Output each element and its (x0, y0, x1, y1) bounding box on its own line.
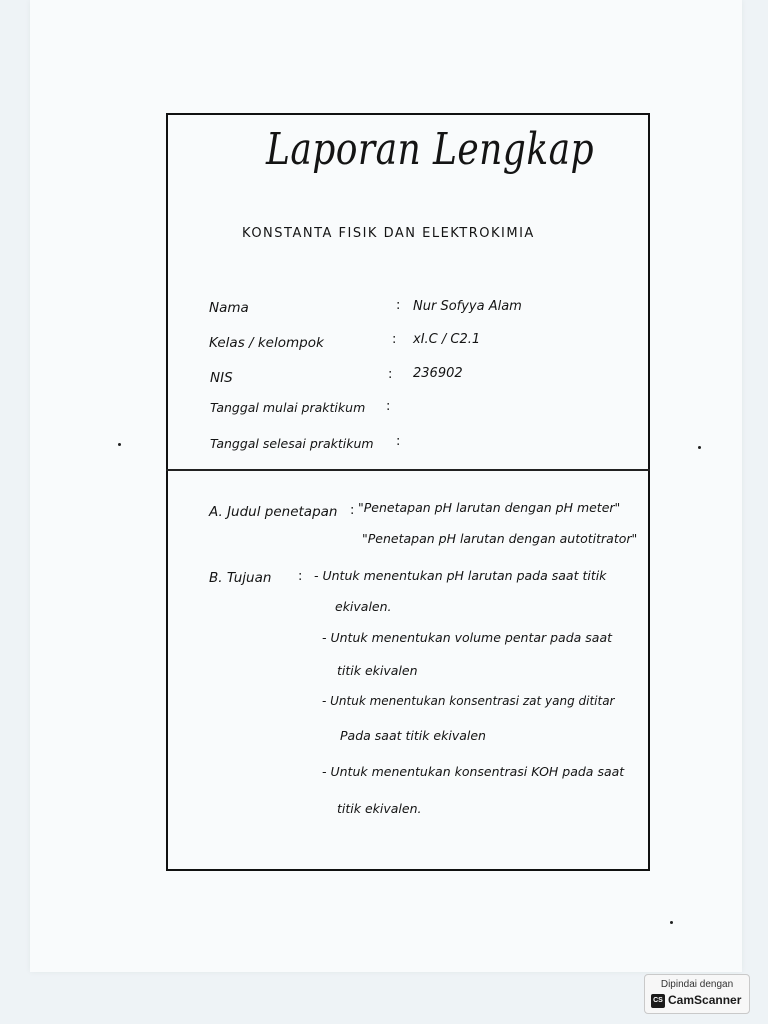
judul-line-1: "Penetapan pH larutan dengan pH meter" (358, 500, 621, 515)
judul-line-2: "Penetapan pH larutan dengan autotitrator" (362, 531, 638, 546)
report-subtitle: KONSTANTA FISIK DAN ELEKTROKIMIA (242, 226, 535, 241)
judul-label: A. Judul penetapan (209, 504, 338, 520)
badge-app-name: CamScanner (668, 993, 742, 1007)
tujuan-item-4-line-1: - Untuk menentukan konsentrasi KOH pada saat (322, 764, 625, 779)
tujuan-colon: : (298, 569, 303, 584)
report-title: Laporan Lengkap (266, 124, 595, 175)
identity-colon-kelas: : (392, 332, 397, 347)
identity-colon-nama: : (396, 298, 401, 313)
tujuan-item-1-line-2: ekivalen. (335, 599, 392, 614)
identity-label-nis: NIS (210, 370, 233, 386)
camscanner-badge (644, 974, 750, 1014)
section-divider (166, 469, 650, 471)
judul-colon: : (350, 503, 355, 518)
tujuan-item-3-line-1: - Untuk menentukan konsentrasi zat yang dititar (322, 694, 615, 708)
scan-speck (670, 921, 673, 924)
identity-label-tanggal-mulai: Tanggal mulai praktikum (210, 400, 366, 415)
identity-colon-tanggal-selesai: : (396, 434, 401, 449)
scan-speck (698, 446, 701, 449)
tujuan-label: B. Tujuan (209, 570, 272, 586)
scan-speck (118, 443, 121, 446)
tujuan-item-2-line-2: titik ekivalen (337, 663, 418, 678)
identity-colon-nis: : (388, 367, 393, 382)
identity-value-kelas: xI.C / C2.1 (413, 332, 481, 347)
identity-label-kelas: Kelas / kelompok (209, 335, 324, 351)
identity-label-tanggal-selesai: Tanggal selesai praktikum (210, 436, 374, 451)
identity-colon-tanggal-mulai: : (386, 399, 391, 414)
tujuan-item-1-line-1: - Untuk menentukan pH larutan pada saat titik (314, 568, 607, 583)
tujuan-item-4-line-2: titik ekivalen. (337, 801, 422, 816)
identity-value-nama: Nur Sofyya Alam (413, 299, 522, 314)
tujuan-item-3-line-2: Pada saat titik ekivalen (340, 728, 486, 743)
camscanner-logo-icon: CS (651, 994, 665, 1008)
badge-caption: Dipindai dengan (660, 979, 734, 990)
identity-label-nama: Nama (209, 300, 249, 316)
identity-value-nis: 236902 (413, 366, 463, 381)
tujuan-item-2-line-1: - Untuk menentukan volume pentar pada saat (322, 630, 613, 645)
